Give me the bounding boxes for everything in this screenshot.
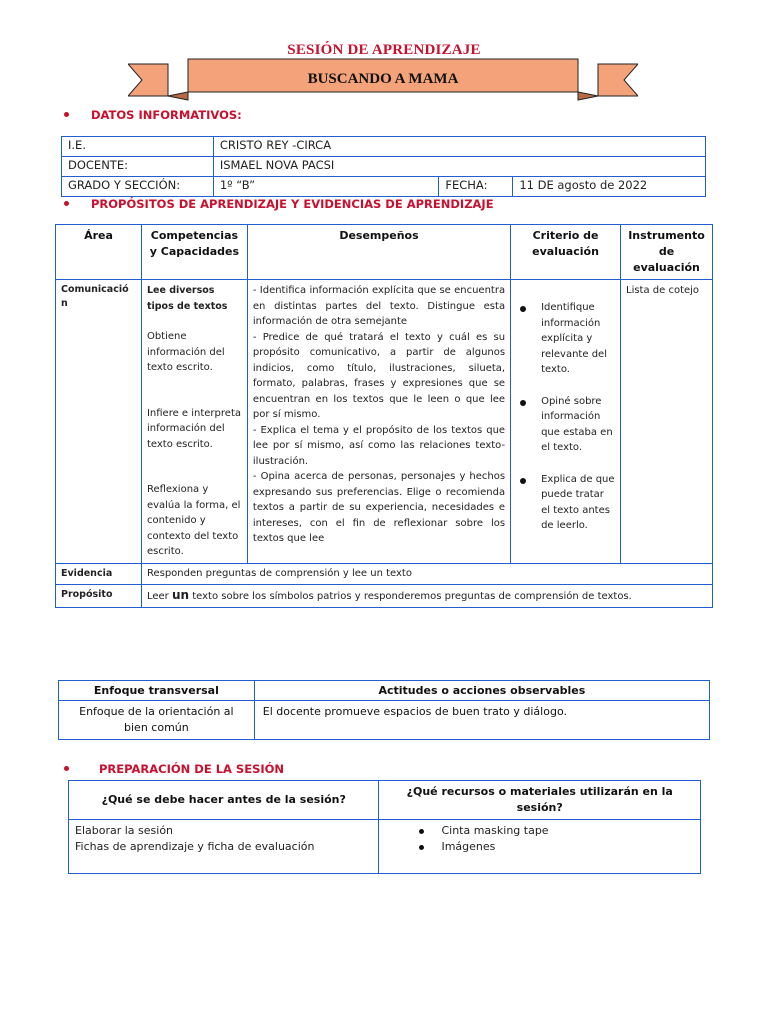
docente-row bbox=[62, 157, 706, 177]
preparacion-table bbox=[68, 780, 701, 874]
capacidad-3: Reflexiona y evalúa la forma, el contenido y contexto del texto escrito. bbox=[146, 484, 241, 557]
page-title: SESIÓN DE APRENDIZAJE bbox=[287, 42, 481, 58]
enfoque-table bbox=[58, 680, 710, 740]
desempeno-2: - Predice de qué tratará el texto y cuál es su propósito comunicativo, a partir de algunos indicios, como título, ilustraciones, silueta, formato, palabras, frases y expresiones que se encuentran en los textos que le leen o que lee por sí mismo. bbox=[252, 331, 506, 420]
grado-label: GRADO Y SECCIÓN: bbox=[62, 177, 214, 197]
propositos-table bbox=[55, 224, 713, 608]
header-competencias: Competencias y Capacidades bbox=[141, 225, 247, 280]
header-desempenos: Desempeños bbox=[247, 225, 510, 280]
bullet-icon bbox=[520, 478, 526, 484]
criterio-item bbox=[516, 300, 615, 378]
propositos-heading-text: PROPÓSITOS DE APRENDIZAJE Y EVIDENCIAS DE APRENDIZAJE bbox=[91, 197, 494, 211]
session-name: BUSCANDO A MAMA bbox=[307, 71, 459, 87]
preparacion-heading-text: PREPARACIÓN DE LA SESIÓN bbox=[99, 762, 285, 776]
criterio-text: Explica de que puede tratar el texto antes de leerlo. bbox=[541, 473, 615, 531]
recursos-list bbox=[385, 823, 694, 855]
criterio-item bbox=[516, 394, 615, 456]
capacidad-2: Infiere e interpreta información del texto escrito. bbox=[146, 407, 241, 450]
recurso-item: Cinta masking tape bbox=[441, 823, 694, 839]
datos-heading-text: DATOS INFORMATIVOS: bbox=[91, 108, 242, 122]
evidencia-row bbox=[56, 563, 713, 584]
ie-value: CRISTO REY -CIRCA bbox=[213, 137, 705, 157]
antes-item: Fichas de aprendizaje y ficha de evaluación bbox=[75, 840, 315, 853]
criterio-cell bbox=[511, 280, 621, 564]
proposito-text-un: un bbox=[171, 587, 190, 602]
docente-value: ISMAEL NOVA PACSI bbox=[213, 157, 705, 177]
header-enfoque: Enfoque transversal bbox=[59, 681, 255, 701]
competencia: Lee diversos tipos de textos bbox=[146, 285, 228, 312]
proposito-value bbox=[141, 584, 712, 607]
fecha-label: FECHA: bbox=[439, 177, 513, 197]
propositos-content-row bbox=[56, 280, 713, 564]
recurso-item: Imágenes bbox=[441, 839, 694, 855]
actitud-value: El docente promueve espacios de buen trato y diálogo. bbox=[254, 701, 709, 740]
header-instrumento: Instrumento de evaluación bbox=[621, 225, 713, 280]
desempeno-1: - Identifica información explícita que se encuentra en distintas partes del texto. Distingue esta información de otra semejante bbox=[252, 285, 506, 327]
propositos-header-row bbox=[56, 225, 713, 280]
fecha-value: 11 DE agosto de 2022 bbox=[513, 177, 706, 197]
criterio-text: Identifique información explícita y relevante del texto. bbox=[541, 302, 607, 375]
header-criterio: Criterio de evaluación bbox=[511, 225, 621, 280]
capacidad-1: Obtiene información del texto escrito. bbox=[146, 331, 225, 373]
recursos-cell bbox=[379, 820, 701, 874]
enfoque-value: Enfoque de la orientación al bien común bbox=[59, 701, 255, 740]
instrumento-cell: Lista de cotejo bbox=[621, 280, 713, 564]
docente-label: DOCENTE: bbox=[62, 157, 214, 177]
proposito-text-pre: Leer bbox=[146, 590, 172, 602]
header-antes: ¿Qué se debe hacer antes de la sesión? bbox=[69, 781, 379, 820]
proposito-row bbox=[56, 584, 713, 607]
datos-heading bbox=[64, 108, 242, 122]
grado-value: 1º “B” bbox=[213, 177, 439, 197]
competencias-cell bbox=[141, 280, 247, 564]
evidencia-value: Responden preguntas de comprensión y lee un texto bbox=[141, 563, 712, 584]
desempeno-4: - Opina acerca de personas, personajes y hechos expresando sus preferencias. Elige o recomienda textos a partir de su experiencia, necesidades e intereses, con el fin de reflexionar sobre los textos que lee bbox=[252, 471, 506, 544]
header-area: Área bbox=[56, 225, 142, 280]
proposito-text-post: texto sobre los símbolos patrios y responderemos preguntas de comprensión de textos. bbox=[189, 590, 632, 602]
area-cell: Comunicació n bbox=[56, 280, 142, 564]
bullet-icon bbox=[64, 766, 69, 771]
antes-cell bbox=[69, 820, 379, 874]
bullet-icon bbox=[64, 112, 69, 117]
desempenos-cell bbox=[247, 280, 510, 564]
preparacion-header-row bbox=[69, 781, 701, 820]
enfoque-content-row bbox=[59, 701, 710, 740]
bullet-icon bbox=[64, 201, 69, 206]
ie-label: I.E. bbox=[62, 137, 214, 157]
preparacion-heading bbox=[64, 762, 284, 776]
ie-row bbox=[62, 137, 706, 157]
header-recursos: ¿Qué recursos o materiales utilizarán en la sesión? bbox=[379, 781, 701, 820]
desempeno-3: - Explica el tema y el propósito de los textos que lee por sí mismo, así como las relaciones texto-ilustración. bbox=[252, 424, 506, 467]
propositos-heading bbox=[64, 197, 494, 211]
enfoque-header-row bbox=[59, 681, 710, 701]
datos-table bbox=[61, 136, 706, 197]
evidencia-label: Evidencia bbox=[56, 563, 142, 584]
criterio-item bbox=[516, 472, 615, 534]
bullet-icon bbox=[520, 306, 526, 312]
grado-row bbox=[62, 177, 706, 197]
header-actitudes: Actitudes o acciones observables bbox=[254, 681, 709, 701]
preparacion-content-row bbox=[69, 820, 701, 874]
bullet-icon bbox=[520, 400, 526, 406]
proposito-label: Propósito bbox=[56, 584, 142, 607]
antes-item: Elaborar la sesión bbox=[75, 824, 174, 837]
criterio-text: Opiné sobre información que estaba en el texto. bbox=[541, 395, 613, 453]
